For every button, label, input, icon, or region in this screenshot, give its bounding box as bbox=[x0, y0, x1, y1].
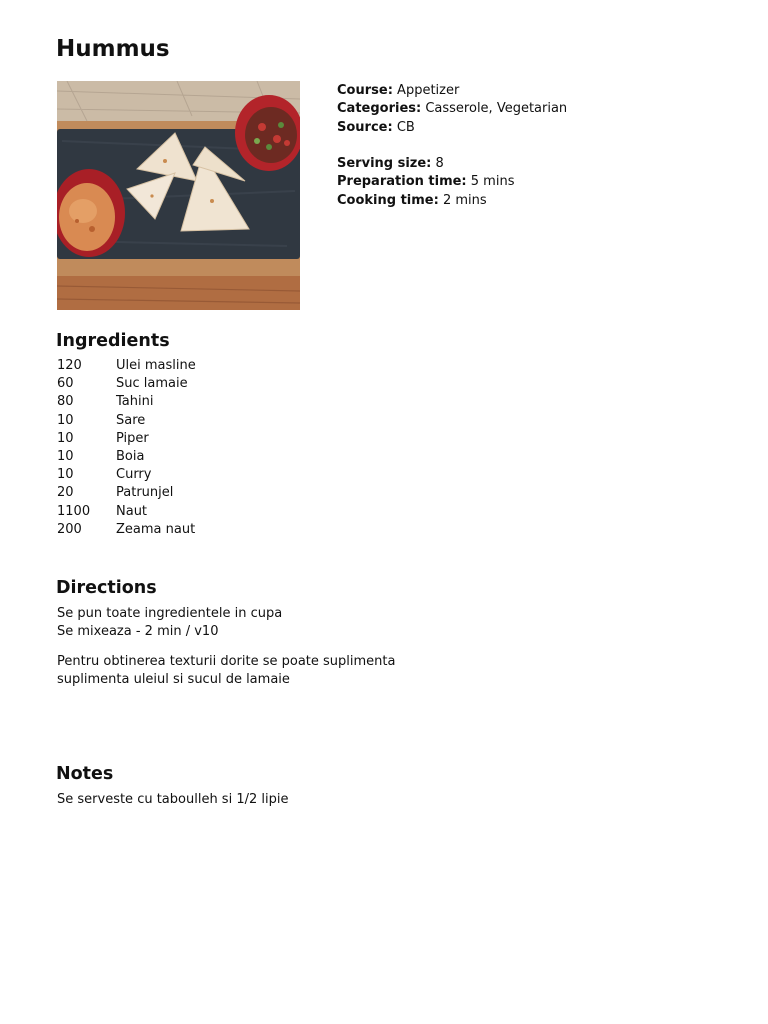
ingredient-name: Patrunjel bbox=[116, 485, 174, 501]
prep-label: Preparation time: bbox=[337, 174, 467, 190]
ingredient-qty: 10 bbox=[57, 412, 74, 428]
course-row bbox=[337, 82, 567, 100]
cook-row bbox=[337, 192, 567, 210]
directions-text: Pentru obtinerea texturii dorite se poate suplimenta bbox=[57, 654, 396, 669]
categories-row bbox=[337, 100, 567, 118]
recipe-photo bbox=[57, 81, 300, 310]
ingredient-name: Naut bbox=[116, 503, 148, 519]
categories-value: Casserole, Vegetarian bbox=[425, 101, 568, 117]
notes-heading: Notes bbox=[56, 764, 114, 784]
ingredient-item bbox=[57, 448, 196, 466]
ingredient-qty: 200 bbox=[57, 521, 82, 537]
categories-label: Categories: bbox=[337, 101, 422, 117]
cook-label: Cooking time: bbox=[337, 192, 439, 208]
course-label: Course: bbox=[337, 83, 393, 98]
ingredient-name: Tahini bbox=[116, 394, 154, 410]
ingredient-item bbox=[57, 466, 196, 484]
ingredient-qty: 10 bbox=[57, 467, 74, 483]
cook-value: 2 mins bbox=[442, 192, 487, 208]
ingredient-item bbox=[57, 375, 196, 393]
ingredient-name: Zeama naut bbox=[116, 521, 196, 537]
directions-text: suplimenta uleiul si sucul de lamaie bbox=[57, 672, 290, 688]
notes-text: Se serveste cu taboulleh si 1/2 lipie bbox=[57, 792, 289, 807]
ingredient-qty: 120 bbox=[57, 358, 82, 373]
directions-step-2 bbox=[57, 653, 395, 690]
recipe-meta bbox=[337, 82, 567, 210]
ingredient-name: Piper bbox=[116, 430, 149, 446]
course-value: Appetizer bbox=[397, 83, 460, 98]
ingredient-name: Curry bbox=[116, 467, 152, 483]
ingredient-item bbox=[57, 393, 196, 411]
directions-text: Se pun toate ingredientele in cupa bbox=[57, 606, 283, 621]
ingredient-item bbox=[57, 521, 196, 539]
ingredient-name: Boia bbox=[116, 449, 145, 465]
ingredient-name: Ulei masline bbox=[116, 358, 196, 373]
ingredient-item bbox=[57, 357, 196, 375]
ingredient-qty: 80 bbox=[57, 394, 74, 410]
ingredient-qty: 20 bbox=[57, 485, 74, 501]
ingredient-qty: 1100 bbox=[57, 503, 91, 519]
source-value: CB bbox=[396, 119, 415, 135]
ingredient-item bbox=[57, 503, 196, 521]
meta-spacer bbox=[337, 137, 567, 155]
recipe-photo-illustration bbox=[57, 81, 300, 310]
directions-heading: Directions bbox=[56, 578, 157, 598]
notes-body bbox=[57, 791, 288, 809]
recipe-title: Hummus bbox=[56, 36, 170, 62]
ingredient-qty: 10 bbox=[57, 449, 74, 465]
serving-value: 8 bbox=[435, 156, 444, 172]
prep-value: 5 mins bbox=[470, 174, 515, 190]
serving-row bbox=[337, 155, 567, 173]
ingredient-qty: 10 bbox=[57, 430, 74, 446]
ingredient-name: Sare bbox=[116, 412, 146, 428]
directions-text: Se mixeaza - 2 min / v10 bbox=[57, 624, 219, 640]
ingredient-item bbox=[57, 484, 196, 502]
ingredient-item bbox=[57, 430, 196, 448]
ingredient-item bbox=[57, 412, 196, 430]
source-label: Source: bbox=[337, 119, 393, 135]
source-row bbox=[337, 119, 567, 137]
serving-label: Serving size: bbox=[337, 156, 432, 172]
ingredients-heading: Ingredients bbox=[56, 331, 170, 351]
directions-step-1 bbox=[57, 605, 282, 642]
ingredient-qty: 60 bbox=[57, 376, 74, 392]
ingredient-name: Suc lamaie bbox=[116, 376, 188, 392]
prep-row bbox=[337, 173, 567, 191]
ingredients-list bbox=[57, 357, 196, 539]
